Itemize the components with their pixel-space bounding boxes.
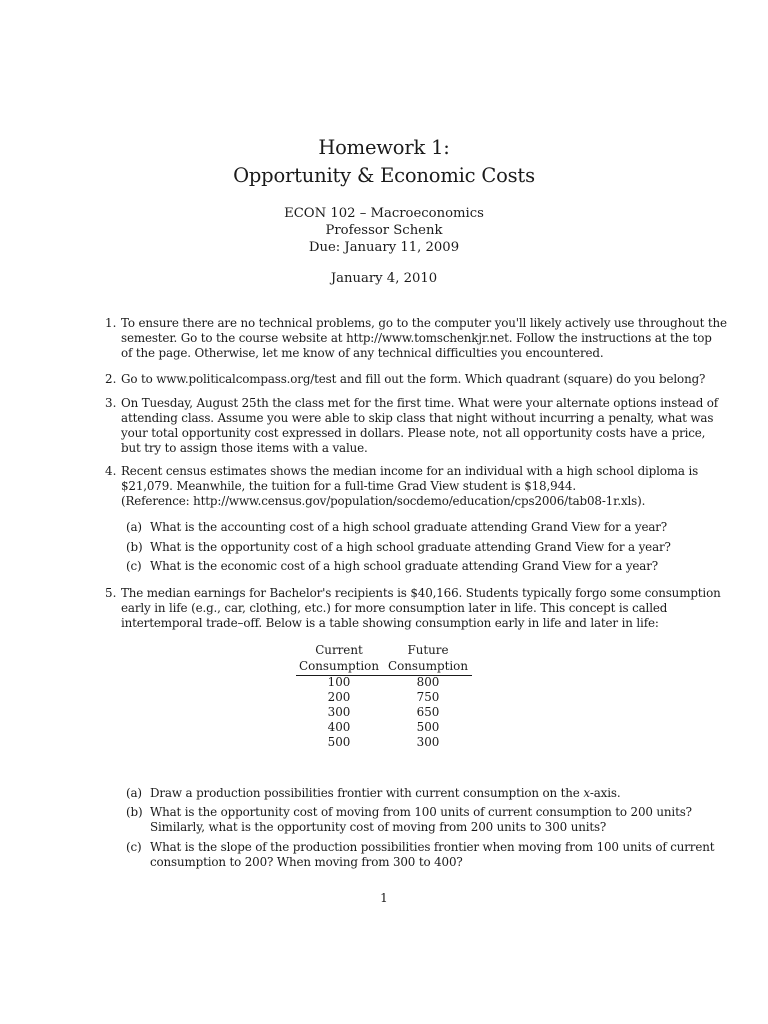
q5a-label: (a) — [126, 786, 142, 800]
document-date: January 4, 2010 — [330, 271, 438, 286]
q4-line-1: Recent census estimates shows the median income for an individual with a high school diploma is — [121, 464, 699, 478]
q4c-label: (c) — [126, 559, 142, 573]
page-number: 1 — [380, 891, 388, 905]
q4-line-2: $21,079. Meanwhile, the tuition for a full-time Grad View student is $18,944. — [121, 479, 576, 493]
q4a-label: (a) — [126, 520, 142, 534]
table-header-current: Current — [315, 643, 363, 657]
q5-number: 5. — [105, 586, 117, 600]
q5b-line-1: What is the opportunity cost of moving from 100 units of current consumption to 200 units? — [150, 805, 692, 819]
q3-line-4: but try to assign those items with a value. — [121, 441, 368, 455]
q2-number: 2. — [105, 372, 117, 386]
q4b-label: (b) — [126, 540, 143, 554]
table-header-future: Future — [407, 643, 449, 657]
q2-line-1: Go to www.politicalcompass.org/test and fill out the form. Which quadrant (square) do you belong? — [121, 372, 706, 386]
title-line-2: Opportunity & Economic Costs — [233, 164, 535, 187]
q4a-text: What is the accounting cost of a high school graduate attending Grand View for a year? — [150, 520, 668, 534]
q1-line-2: semester. Go to the course website at http://www.tomschenkjr.net. Follow the instructions at the top — [121, 331, 712, 345]
table-header-current-2: Consumption — [299, 659, 379, 673]
table-cell-future: 800 — [416, 675, 440, 689]
q4c-text: What is the economic cost of a high school graduate attending Grand View for a year? — [150, 559, 659, 573]
table-cell-current: 300 — [327, 705, 351, 719]
table-cell-future: 500 — [416, 720, 440, 734]
table-cell-current: 200 — [327, 690, 351, 704]
q1-number: 1. — [105, 316, 117, 330]
q5-line-3: intertemporal trade–off. Below is a table showing consumption early in life and later in life: — [121, 616, 659, 630]
q4-line-3: (Reference: http://www.census.gov/population/socdemo/education/cps2006/tab08-1r.xls). — [121, 494, 646, 508]
table-cell-future: 650 — [416, 705, 440, 719]
q5-line-2: early in life (e.g., car, clothing, etc.) for more consumption later in life. This concept is called — [121, 601, 668, 615]
q3-line-1: On Tuesday, August 25th the class met for the first time. What were your alternate options instead of — [121, 396, 719, 410]
table-cell-current: 400 — [327, 720, 351, 734]
table-cell-future: 300 — [416, 735, 440, 749]
q5b-line-2: Similarly, what is the opportunity cost of moving from 200 units to 300 units? — [150, 820, 607, 834]
q5c-label: (c) — [126, 840, 142, 854]
q5-line-1: The median earnings for Bachelor's recipients is $40,166. Students typically forgo some consumption — [121, 586, 721, 600]
professor-name: Professor Schenk — [325, 223, 443, 238]
table-cell-current: 100 — [327, 675, 351, 689]
table-cell-future: 750 — [416, 690, 440, 704]
course-name: ECON 102 – Macroeconomics — [284, 206, 484, 221]
q5c-line-2: consumption to 200? When moving from 300 to 400? — [150, 855, 463, 869]
q5b-label: (b) — [126, 805, 143, 819]
title-line-1: Homework 1: — [318, 136, 450, 159]
q3-line-3: your total opportunity cost expressed in dollars. Please note, not all opportunity costs have a price, — [121, 426, 706, 440]
q1-line-1: To ensure there are no technical problems, go to the computer you'll likely actively use throughout the — [121, 316, 727, 330]
q3-number: 3. — [105, 396, 117, 410]
q1-line-3: of the page. Otherwise, let me know of any technical difficulties you encountered. — [121, 346, 604, 360]
table-cell-current: 500 — [327, 735, 351, 749]
due-date: Due: January 11, 2009 — [308, 240, 460, 255]
table-header-future-2: Consumption — [388, 659, 468, 673]
q5a-text: Draw a production possibilities frontier with current consumption on the x-axis. — [150, 786, 621, 800]
q3-line-2: attending class. Assume you were able to skip class that night without incurring a penalty, what was — [121, 411, 714, 425]
q5c-line-1: What is the slope of the production possibilities frontier when moving from 100 units of current — [150, 840, 715, 854]
q4b-text: What is the opportunity cost of a high school graduate attending Grand View for a year? — [150, 540, 671, 554]
q4-number: 4. — [105, 464, 117, 478]
